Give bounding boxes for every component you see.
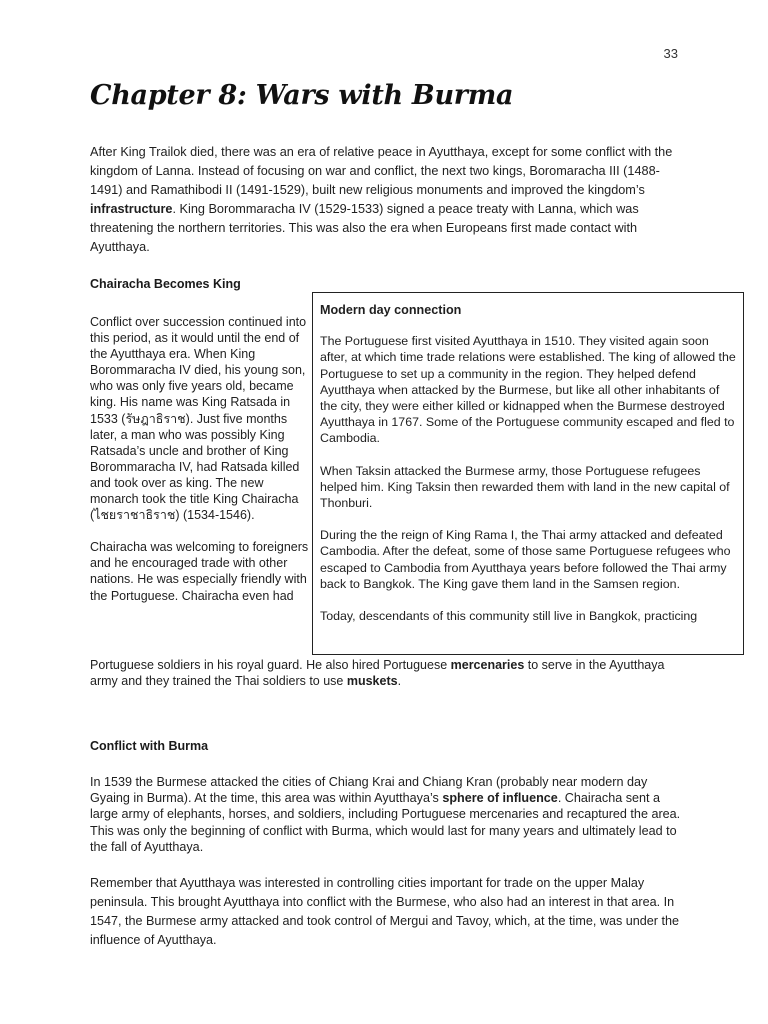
foreigners-text-a: Portuguese soldiers in his royal guard. He also hired Portuguese bbox=[90, 658, 451, 672]
box-paragraph-today: Today, descendants of this community still live in Bangkok, practicing bbox=[320, 609, 698, 624]
term-mercenaries: mercenaries bbox=[450, 658, 525, 672]
burma-text-c: . Chairacha sent a large army of elephants, horses, and soldiers, including Portuguese mercenaries and recaptured the area. This was only the beginning of conflict with Burma, which would last for many years and ultimately lead to the fall of Ayutthaya. bbox=[90, 791, 681, 854]
intro-text-a: After King Trailok died, there was an era of relative peace in Ayutthaya, except for some conflict with the kingdom of Lanna. Instead of focusing on war and conflict, the next two kings, Boromaracha III (1488-1491) and Ramathibodi II (1491-1529), built new religious monuments and improved the kingdom’s bbox=[90, 145, 673, 197]
foreigners-paragraph-start: Chairacha was welcoming to foreigners and he encouraged trade with other nations. He was especially friendly with the Portuguese. Chairacha even had bbox=[90, 540, 309, 603]
foreigners-text-c: to serve in the Ayutthaya army and they trained the Thai soldiers to use bbox=[90, 658, 665, 689]
foreigners-text-e: . bbox=[397, 674, 402, 689]
intro-text-c: . King Borommaracha IV (1529-1533) signed a peace treaty with Lanna, which was threatening the northern territories. This was also the era when Europeans first made contact with Ayutthaya. bbox=[90, 202, 639, 254]
chapter-title: Chapter 8: Wars with Burma bbox=[90, 80, 514, 111]
box-title: Modern day connection bbox=[320, 303, 462, 317]
intro-paragraph bbox=[90, 143, 680, 257]
section-heading-chairacha: Chairacha Becomes King bbox=[90, 277, 241, 291]
box-paragraph-portuguese: The Portuguese first visited Ayutthaya in 1510. They visited again soon after, at which time trade relations were established. The king of allowed the Portuguese to set up a community in the region. They helped defend Ayutthaya when attacked by the Burmese, but like all other inhabitants of the city, they were either killed or kidnapped when the Burmese destroyed Ayutthaya in 1767. Some of the Portuguese community escaped and fled to Cambodia. bbox=[320, 334, 736, 446]
burma-text-a: In 1539 the Burmese attacked the cities of Chiang Krai and Chiang Kran (probably near modern day Gyaing in Burma). At the time, this area was within Ayutthaya’s bbox=[90, 775, 648, 806]
foreigners-paragraph-continued bbox=[90, 657, 680, 689]
left-column bbox=[90, 314, 312, 620]
term-infrastructure: infrastructure bbox=[90, 202, 173, 216]
section-heading-burma: Conflict with Burma bbox=[90, 739, 209, 753]
term-muskets: muskets bbox=[346, 674, 398, 689]
page-number: 33 bbox=[663, 46, 678, 61]
box-paragraph-taksin: When Taksin attacked the Burmese army, those Portuguese refugees helped him. King Taksin then rewarded them with land in the new capital of Thonburi. bbox=[320, 463, 730, 511]
succession-paragraph: Conflict over succession continued into this period, as it would until the end of the Ayutthaya era. When King Borommaracha IV died, his young son, who was only five years old, became king. His name was King Ratsada in 1533 (รัษฎาธิราช). Just five months later, a man who was possibly King Ratsada’s uncle and brother of King Borommaracha IV, had Ratsada killed and took over as king. The new monarch took the title King Chairacha (ไชยราชาธิราช) (1534-1546). bbox=[90, 315, 307, 523]
term-sphere-of-influence: sphere of influence bbox=[442, 791, 558, 806]
burma-paragraph-2: Remember that Ayutthaya was interested in controlling cities important for trade on the upper Malay peninsula. This brought Ayutthaya into conflict with the Burmese, who also had an interest in that area. In 1547, the Burmese army attacked and took control of Mergui and Tavoy, which, at the time, was under the influence of Ayutthaya. bbox=[90, 876, 679, 947]
box-paragraph-rama: During the the reign of King Rama I, the Thai army attacked and defeated Cambodia. After the defeat, some of those same Portuguese refugees who escaped to Cambodia from Ayutthaya years before followed the Thai army back to Bangkok. The King gave them land in the Samsen region. bbox=[320, 528, 731, 591]
burma-paragraph-1 bbox=[90, 774, 690, 855]
modern-day-connection-box bbox=[312, 292, 744, 655]
